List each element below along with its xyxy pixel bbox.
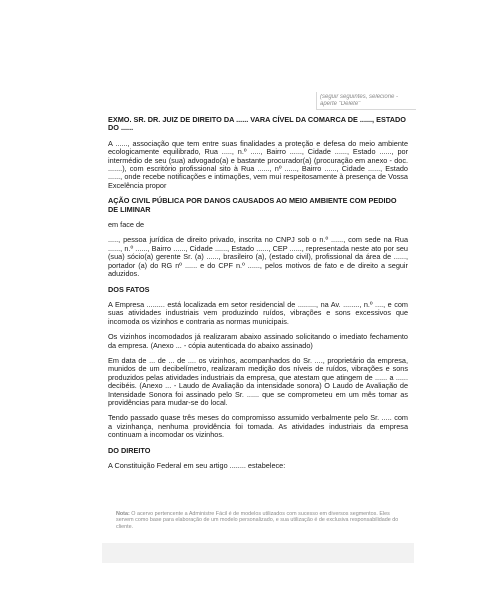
intro-paragraph: A ......, associação que tem entre suas finalidades a proteção e defesa do meio ambiente ecologicamente equilibrado, Rua ....., n.º ....., Bairro ......, Cidade ......, Estado ......, por intermédio de seu (sua) advogado(a) e bastante procurador(a) (procuração em anexo - doc. .......), com escritório profissional sito à Rua ......, nº ......, Bairro ......, Cidade ......, Estado ......, onde recebe notificações e intimações, vem mui respeitosamente à presença de Vossa Excelência propor — [108, 138, 408, 190]
court-header: EXMO. SR. DR. JUIZ DE DIREITO DA ...... VARA CÍVEL DA COMARCA DE ......, ESTADO DO ...... — [108, 115, 406, 133]
action-title: AÇÃO CIVIL PÚBLICA POR DANOS CAUSADOS AO MEIO AMBIENTE COM PEDIDO DE LIMINAR — [108, 196, 397, 214]
facts-paragraph: Tendo passado quase três meses do compromisso assumido verbalmente pelo Sr. ..... com a vizinhança, nenhuma providência foi tomada. As atividades industriais da empresa continuam a incomodar os vizinhos. — [108, 413, 408, 440]
em-face-text: em face de — [108, 220, 145, 230]
footer-note — [116, 511, 406, 530]
page-bottom-bar — [102, 543, 414, 563]
facts-paragraph: A Empresa ......... está localizada em setor residencial de ........., na Av. ........, n.º ...., e com suas atividades industriais vem produzindo ruídos, vibrações e sons excessivos que incomoda os vizinhos e contraria as normas municipais. — [108, 299, 408, 326]
facts-title: DOS FATOS — [108, 284, 150, 294]
law-title: DO DIREITO — [108, 445, 151, 455]
document-page — [102, 92, 412, 560]
top-note-line-1: (seguir seguintes, selecione - — [320, 94, 399, 100]
top-note-line-2: aperte "Delete" — [320, 101, 361, 107]
facts-paragraph: Em data de ... de ... de .... os vizinhos, acompanhados do Sr. ...., proprietário da empresa, munidos de um decibelímetro, realizaram medição dos níveis de ruídos, vibrações e sons produzidos pelas atividades industriais da empresa, que atestam que atingem de ...... a ...... decibéis. (Anexo ... - Laudo de Avaliação da intensidade sonora) O Laudo de Avaliação de Intensidade Sonora foi assinado pelo Sr. ...... que se comprometeu em um mês tomar as providências para mudar-se do local. — [108, 355, 408, 407]
top-margin-note — [316, 92, 416, 110]
footer-note-label: Nota: — [116, 511, 130, 517]
law-paragraph: A Constituição Federal em seu artigo ........ estabelece: — [108, 461, 286, 470]
facts-paragraph: Os vizinhos incomodados já realizaram abaixo assinado solicitando o imediato fechamento da empresa. (Anexo ... - cópia autenticada do abaixo assinado) — [108, 332, 408, 350]
footer-note-text: O acervo pertencente a Administre Fácil é de modelos utilizados com sucesso em diversos segmentos. Eles servem como base para elaboração de um modelo personalizado, e sua utilização é de exclusiva responsabilidade do cliente. — [116, 511, 399, 530]
defendant-paragraph: ....., pessoa jurídica de direito privado, inscrita no CNPJ sob o n.º ......, com sede na Rua ......, n.º ......, Bairro ......, Cidade ......, Estado ......, CEP ......, representada neste ato por seu (sua) sócio(a) gerente Sr. (a) ......, brasileiro (a), (estado civil), profissional da área de ......, portador (a) do RG nº ...... e do CPF n.º ......, pelos motivos de fato e de direito a seguir aduzidos. — [108, 235, 408, 279]
document-body — [108, 116, 408, 477]
